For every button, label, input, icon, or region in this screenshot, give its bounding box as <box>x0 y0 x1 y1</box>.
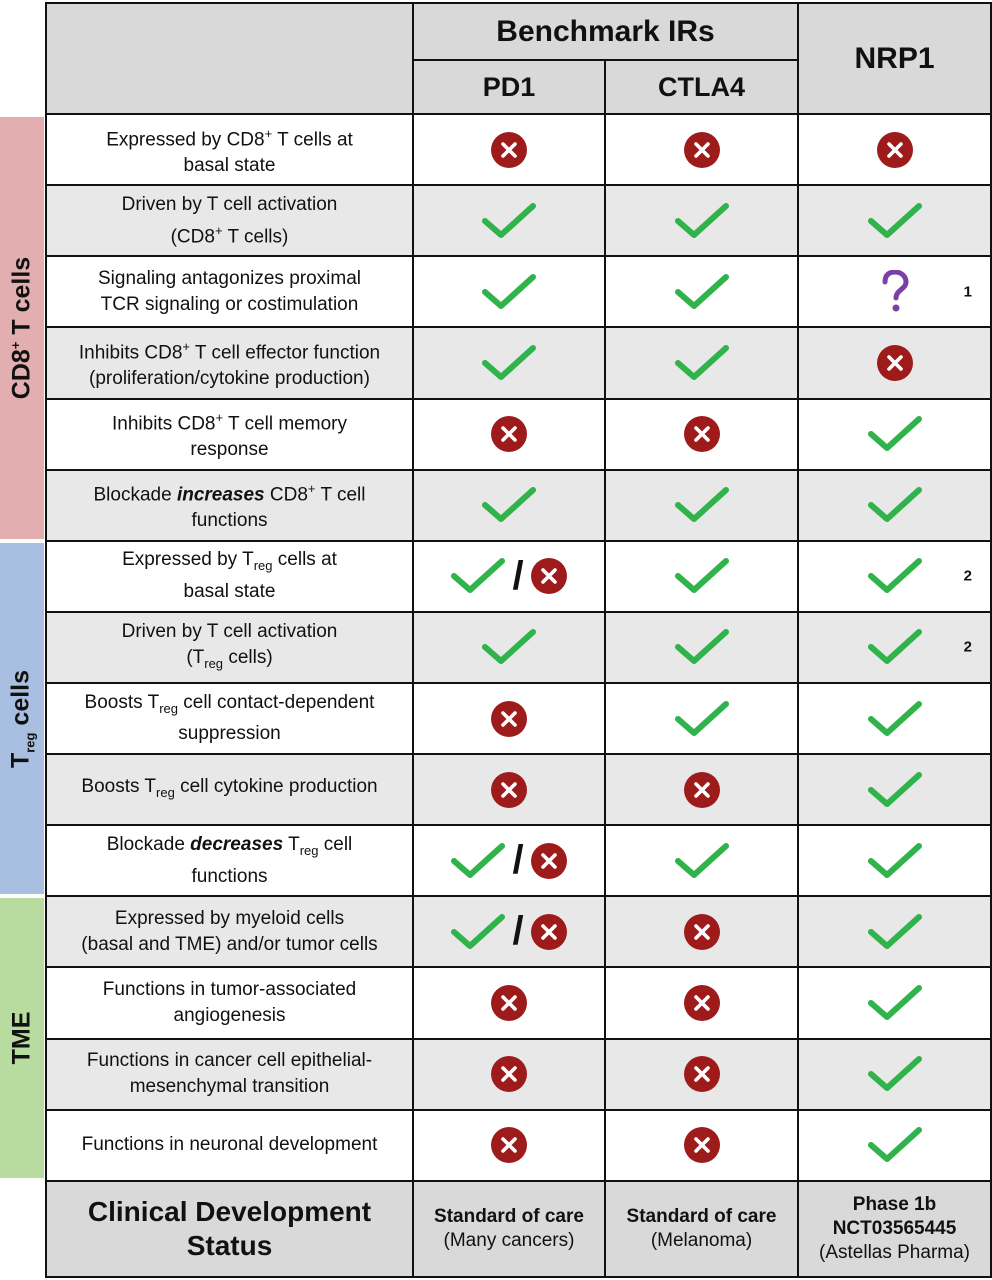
feature-subscript: reg <box>253 558 273 574</box>
feature-text: T cell effector function <box>189 342 381 364</box>
footnote-marker: 2 <box>963 638 972 656</box>
ctla4-cell <box>605 1039 798 1110</box>
feature-superscript: + <box>182 338 190 354</box>
feature-cell <box>46 256 413 327</box>
table-row <box>46 825 991 896</box>
feature-line-2 <box>47 1074 412 1100</box>
nrp1-cell <box>798 114 991 185</box>
ctla4-cell <box>605 327 798 398</box>
feature-line-1 <box>47 1048 412 1074</box>
feature-cell <box>46 825 413 896</box>
feature-line-2 <box>47 366 412 392</box>
feature-superscript: + <box>214 222 223 238</box>
ctla4-cell <box>605 256 798 327</box>
feature-text: suppression <box>178 723 281 745</box>
feature-subscript: reg <box>156 784 175 800</box>
table-row <box>46 541 991 612</box>
feature-text: basal state <box>183 581 276 603</box>
feature-line-2 <box>47 437 412 463</box>
nrp1-cell <box>798 185 991 256</box>
group-label-treg: $T_{reg}$ cells <box>6 669 38 768</box>
table-row <box>46 683 991 754</box>
check-icon <box>674 485 730 525</box>
check-icon <box>867 556 923 596</box>
feature-text: Functions in cancer cell epithelial- <box>86 1050 373 1072</box>
clinical-status-title-line: Status <box>186 1229 273 1261</box>
feature-superscript: + <box>307 481 316 497</box>
pd1-cell <box>413 541 605 612</box>
pd1-cell <box>413 612 605 683</box>
cross-icon <box>683 913 721 951</box>
feature-line-1 <box>47 906 412 932</box>
table-row <box>46 185 991 256</box>
feature-subscript: reg <box>159 700 178 716</box>
pd1-status <box>413 1181 605 1277</box>
cross-icon <box>876 131 914 169</box>
cross-icon <box>683 1055 721 1093</box>
feature-text: T cell <box>315 484 366 506</box>
check-icon <box>481 485 537 525</box>
clinical-status-title-line: Clinical Development <box>87 1195 372 1227</box>
table-row <box>46 1039 991 1110</box>
status-detail: (Astellas Pharma) <box>819 1241 970 1263</box>
feature-text: Expressed by CD8 <box>106 128 265 150</box>
feature-cell <box>46 185 413 256</box>
check-icon <box>481 627 537 667</box>
ctla4-cell <box>605 967 798 1038</box>
feature-text: Functions in tumor-associated <box>102 979 357 1001</box>
ctla4-cell <box>605 825 798 896</box>
check-icon <box>867 627 923 667</box>
feature-line-1 <box>47 266 412 292</box>
feature-text: cell contact-dependent <box>177 691 375 713</box>
feature-line-1 <box>47 334 412 366</box>
feature-text: (CD8 <box>170 225 215 247</box>
feature-text: basal state <box>183 154 276 176</box>
table-row <box>46 399 991 470</box>
pd1-cell <box>413 185 605 256</box>
nrp1-cell <box>798 825 991 896</box>
check-icon <box>450 912 506 952</box>
cross-icon <box>530 913 568 951</box>
cross-icon <box>530 842 568 880</box>
feature-text: Boosts T <box>84 691 160 713</box>
cross-icon <box>683 984 721 1022</box>
nrp1-status <box>798 1181 991 1277</box>
feature-text: T cells) <box>222 225 289 247</box>
feature-line-1 <box>47 977 412 1003</box>
cross-icon <box>490 1055 528 1093</box>
nrp1-cell <box>798 1110 991 1181</box>
table-row <box>46 1110 991 1181</box>
table-row <box>46 612 991 683</box>
feature-line-1 <box>47 405 412 437</box>
feature-text: T cell memory <box>223 413 347 435</box>
nrp1-cell <box>798 612 991 683</box>
feature-cell <box>46 399 413 470</box>
check-icon <box>674 201 730 241</box>
header-empty-cell <box>46 3 413 114</box>
ctla4-status <box>605 1181 798 1277</box>
pd1-cell <box>413 825 605 896</box>
table-row <box>46 114 991 185</box>
group-label-tme: TME <box>7 1011 36 1065</box>
feature-cell <box>46 327 413 398</box>
status-detail: (Many cancers) <box>443 1229 575 1251</box>
feature-text: cells) <box>223 646 273 668</box>
pd1-cell <box>413 896 605 967</box>
feature-text: TCR signaling or costimulation <box>100 293 359 315</box>
cross-icon <box>490 415 528 453</box>
feature-cell <box>46 470 413 541</box>
ctla4-cell <box>605 683 798 754</box>
feature-cell <box>46 114 413 185</box>
slash-separator: / <box>512 909 524 954</box>
feature-line-1 <box>47 619 412 645</box>
feature-line-1 <box>47 1132 412 1158</box>
table-row <box>46 896 991 967</box>
feature-cell <box>46 612 413 683</box>
nrp1-cell <box>798 470 991 541</box>
check-icon <box>867 485 923 525</box>
feature-line-2 <box>47 645 412 677</box>
cross-icon <box>490 700 528 738</box>
question-icon <box>880 270 910 314</box>
check-icon <box>867 1125 923 1165</box>
nrp1-cell <box>798 541 991 612</box>
header-pd1: PD1 <box>413 60 605 114</box>
feature-cell <box>46 683 413 754</box>
check-icon <box>867 201 923 241</box>
feature-text: functions <box>191 510 268 532</box>
ctla4-cell <box>605 612 798 683</box>
feature-cell <box>46 754 413 825</box>
cross-icon <box>683 131 721 169</box>
feature-text: (proliferation/cytokine production) <box>89 368 370 390</box>
feature-text: mesenchymal transition <box>129 1076 330 1098</box>
comparison-table <box>45 2 992 1278</box>
check-icon <box>674 699 730 739</box>
cross-icon <box>490 131 528 169</box>
pd1-cell <box>413 327 605 398</box>
slash-separator: / <box>512 553 524 598</box>
feature-emphasis: increases <box>176 484 265 506</box>
feature-text: functions <box>191 865 268 887</box>
pd1-cell <box>413 256 605 327</box>
cross-icon <box>530 557 568 595</box>
header-nrp1: NRP1 <box>798 3 991 114</box>
feature-line-2 <box>47 218 412 250</box>
nrp1-cell <box>798 967 991 1038</box>
nrp1-cell <box>798 256 991 327</box>
feature-superscript: + <box>215 409 224 425</box>
feature-line-2 <box>47 932 412 958</box>
check-icon <box>481 272 537 312</box>
feature-text: Driven by T cell activation <box>121 193 338 215</box>
feature-text: Blockade <box>93 484 177 506</box>
check-icon <box>867 983 923 1023</box>
check-icon <box>674 627 730 667</box>
feature-subscript: reg <box>204 655 224 671</box>
check-icon <box>674 272 730 312</box>
check-icon <box>481 343 537 383</box>
feature-text: Driven by T cell activation <box>121 620 338 642</box>
status-bold: Phase 1b <box>852 1193 937 1215</box>
ctla4-cell <box>605 114 798 185</box>
feature-cell <box>46 896 413 967</box>
nrp1-cell <box>798 1039 991 1110</box>
ctla4-cell <box>605 1110 798 1181</box>
table-row <box>46 754 991 825</box>
feature-line-2 <box>47 292 412 318</box>
status-bold: NCT03565445 <box>832 1217 957 1239</box>
cross-icon <box>683 1126 721 1164</box>
feature-line-1 <box>47 192 412 218</box>
footnote-marker: 1 <box>963 283 972 301</box>
feature-line-1 <box>47 832 412 864</box>
pd1-cell <box>413 114 605 185</box>
feature-subscript: reg <box>299 842 319 858</box>
pd1-cell <box>413 1110 605 1181</box>
status-bold: Standard of care <box>626 1205 777 1227</box>
check-icon <box>867 912 923 952</box>
ctla4-cell <box>605 541 798 612</box>
feature-line-1 <box>47 774 412 806</box>
feature-line-2 <box>47 579 412 605</box>
table-row <box>46 967 991 1038</box>
header-benchmark-irs: Benchmark IRs <box>413 3 798 60</box>
pd1-cell <box>413 683 605 754</box>
nrp1-cell <box>798 327 991 398</box>
pd1-cell <box>413 470 605 541</box>
header-ctla4: CTLA4 <box>605 60 798 114</box>
cross-icon <box>683 415 721 453</box>
check-icon <box>867 414 923 454</box>
check-icon <box>674 556 730 596</box>
check-icon <box>674 343 730 383</box>
check-icon <box>867 699 923 739</box>
group-label-cd8: CD8+ T cells <box>7 256 36 400</box>
ctla4-cell <box>605 754 798 825</box>
ctla4-cell <box>605 896 798 967</box>
check-icon <box>867 770 923 810</box>
feature-text: cells at <box>272 549 337 571</box>
feature-text: Blockade <box>106 833 191 855</box>
feature-superscript: + <box>264 125 273 141</box>
feature-line-2 <box>47 1003 412 1029</box>
pd1-cell <box>413 967 605 1038</box>
nrp1-cell <box>798 754 991 825</box>
feature-text: (T <box>186 646 205 668</box>
feature-text: Expressed by T <box>122 549 254 571</box>
feature-text: Inhibits CD8 <box>78 342 183 364</box>
feature-text: Functions in neuronal development <box>81 1134 378 1156</box>
feature-line-2 <box>47 153 412 179</box>
feature-line-1 <box>47 476 412 508</box>
cross-icon <box>490 984 528 1022</box>
feature-cell <box>46 541 413 612</box>
slash-separator: / <box>512 838 524 883</box>
feature-text: T cells at <box>272 128 353 150</box>
check-icon <box>674 841 730 881</box>
status-detail: (Melanoma) <box>650 1229 753 1251</box>
check-icon <box>481 201 537 241</box>
feature-cell <box>46 1110 413 1181</box>
feature-line-2 <box>47 864 412 890</box>
check-icon <box>867 1054 923 1094</box>
group-band-tme <box>0 898 44 1178</box>
feature-text: cell <box>318 833 353 855</box>
feature-line-1 <box>47 547 412 579</box>
status-bold: Standard of care <box>434 1205 584 1227</box>
feature-text: Inhibits CD8 <box>112 413 216 435</box>
feature-emphasis: decreases <box>190 833 284 855</box>
clinical-status-title <box>46 1181 413 1277</box>
nrp1-cell <box>798 896 991 967</box>
feature-text: Signaling antagonizes proximal <box>98 267 361 289</box>
feature-cell <box>46 1039 413 1110</box>
feature-text: Expressed by myeloid cells <box>114 907 345 929</box>
table-row <box>46 256 991 327</box>
pd1-cell <box>413 1039 605 1110</box>
clinical-status-row <box>46 1181 991 1277</box>
feature-text: Boosts T <box>81 775 157 797</box>
ctla4-cell <box>605 399 798 470</box>
feature-line-2 <box>47 508 412 534</box>
feature-line-1 <box>47 121 412 153</box>
feature-cell <box>46 967 413 1038</box>
feature-text: response <box>190 439 269 461</box>
nrp1-cell <box>798 399 991 470</box>
cross-icon <box>490 771 528 809</box>
feature-line-2 <box>47 721 412 747</box>
check-icon <box>450 841 506 881</box>
check-icon <box>867 841 923 881</box>
table-row <box>46 327 991 398</box>
nrp1-cell <box>798 683 991 754</box>
feature-line-1 <box>47 690 412 722</box>
pd1-cell <box>413 754 605 825</box>
check-icon <box>450 556 506 596</box>
footnote-marker: 2 <box>963 567 972 585</box>
feature-text: CD8 <box>264 484 308 506</box>
group-band-cd8 <box>0 117 44 539</box>
feature-text: cell cytokine production <box>174 775 378 797</box>
group-band-treg <box>0 543 44 894</box>
cross-icon <box>683 771 721 809</box>
table-row <box>46 470 991 541</box>
feature-text: T <box>283 833 300 855</box>
ctla4-cell <box>605 185 798 256</box>
feature-text: (basal and TME) and/or tumor cells <box>81 933 378 955</box>
ctla4-cell <box>605 470 798 541</box>
cross-icon <box>490 1126 528 1164</box>
feature-text: angiogenesis <box>173 1005 286 1027</box>
pd1-cell <box>413 399 605 470</box>
cross-icon <box>876 344 914 382</box>
